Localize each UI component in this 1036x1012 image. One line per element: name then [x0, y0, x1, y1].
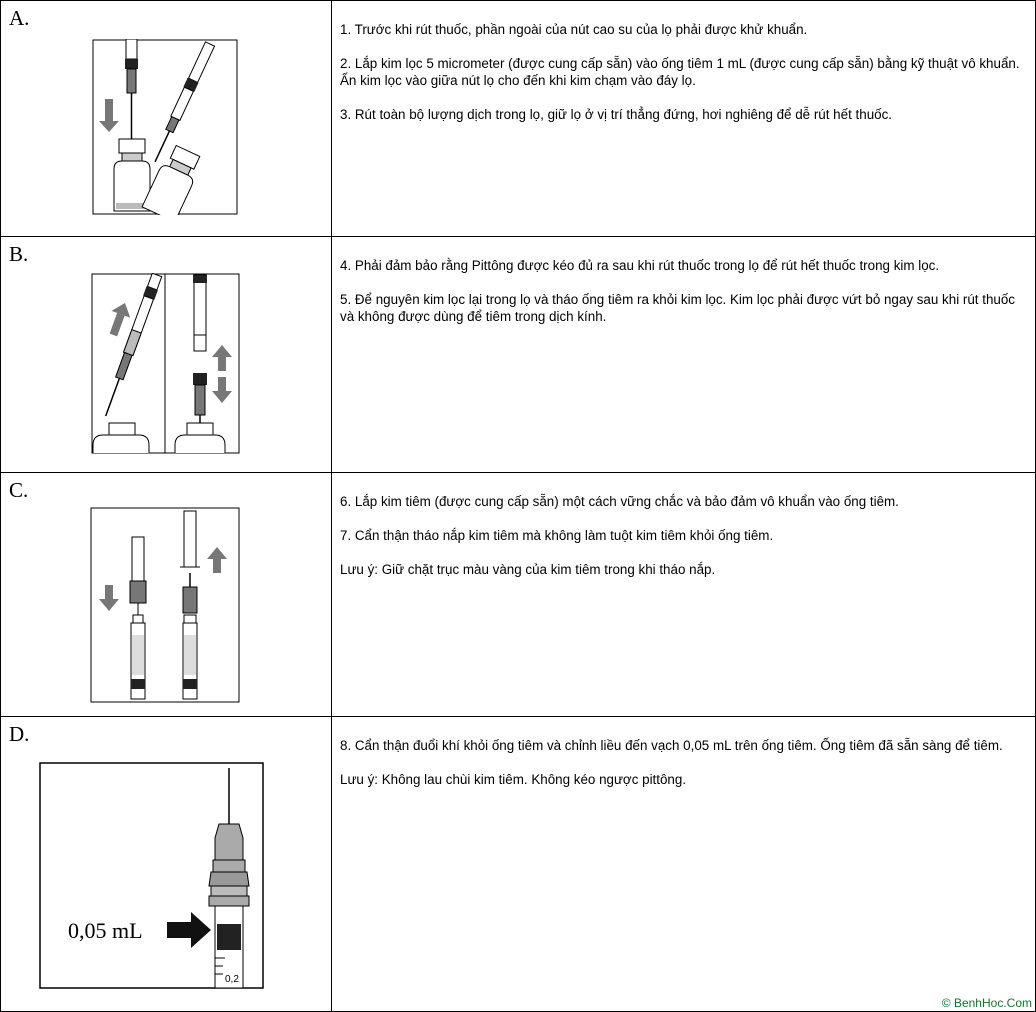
step-row-a: [1, 1, 1036, 237]
step-text: 6. Lắp kim tiêm (được cung cấp sẵn) một cách vững chắc và bảo đảm vô khuẩn vào ống tiêm.: [340, 494, 899, 509]
scale-label: 0,2: [225, 974, 239, 985]
step-text: 7. Cẩn thận tháo nắp kim tiêm mà không làm tuột kim tiêm khỏi ống tiêm.: [340, 528, 774, 543]
step-row-c: [1, 473, 1036, 717]
step-row-b: [1, 237, 1036, 473]
dose-label: 0,05 mL: [68, 918, 143, 943]
step-text: 5. Để nguyên kim lọc lại trong lọ và tháo ống tiêm ra khỏi kim lọc. Kim lọc phải được vứt bỏ ngay sau khi rút thuốc và không được dùng để tiêm trong dịch kính.: [340, 292, 1015, 324]
text-cell-a: [332, 1, 1036, 237]
plunger-illustration: [91, 273, 241, 455]
step-text: Lưu ý: Không lau chùi kim tiêm. Không kéo ngược pittông.: [340, 772, 687, 787]
figure-cell-d: [1, 717, 332, 1012]
text-cell-c: [332, 473, 1036, 717]
row-letter: A.: [9, 6, 30, 30]
text-cell-b: [332, 237, 1036, 473]
dose-illustration: [39, 762, 265, 990]
step-text: 2. Lắp kim lọc 5 micrometer (được cung cấp sẵn) vào ống tiêm 1 mL (được cung cấp sẵn) bằng kỹ thuật vô khuẩn. Ấn kim lọc vào giữa nút lọ cho đến khi kim chạm vào đáy lọ.: [340, 56, 1020, 88]
step-text: 3. Rút toàn bộ lượng dịch trong lọ, giữ lọ ở vị trí thẳng đứng, hơi nghiêng để dễ rút hết thuốc.: [340, 107, 892, 122]
step-text: 4. Phải đảm bảo rằng Pittông được kéo đủ ra sau khi rút thuốc trong lọ để rút hết thuốc trong kim lọc.: [340, 258, 940, 273]
step-row-d: [1, 717, 1036, 1012]
text-cell-d: [332, 717, 1036, 1012]
row-letter: C.: [9, 478, 29, 502]
row-letter: D.: [9, 722, 30, 746]
step-text: Lưu ý: Giữ chặt trục màu vàng của kim tiêm trong khi tháo nắp.: [340, 562, 716, 577]
vial-syringe-illustration: [92, 39, 239, 215]
watermark: © BenhHoc.Com: [941, 996, 1032, 1010]
row-letter: B.: [9, 242, 29, 266]
step-text: 8. Cẩn thận đuổi khí khỏi ống tiêm và chỉnh liều đến vạch 0,05 mL trên ống tiêm. Ống tiêm đã sẵn sàng để tiêm.: [340, 738, 1003, 753]
figure-cell-a: [1, 1, 332, 237]
figure-cell-b: [1, 237, 332, 473]
step-text: 1. Trước khi rút thuốc, phần ngoài của nút cao su của lọ phải được khử khuẩn.: [340, 22, 808, 37]
needle-cap-illustration: [90, 507, 241, 703]
figure-cell-c: [1, 473, 332, 717]
